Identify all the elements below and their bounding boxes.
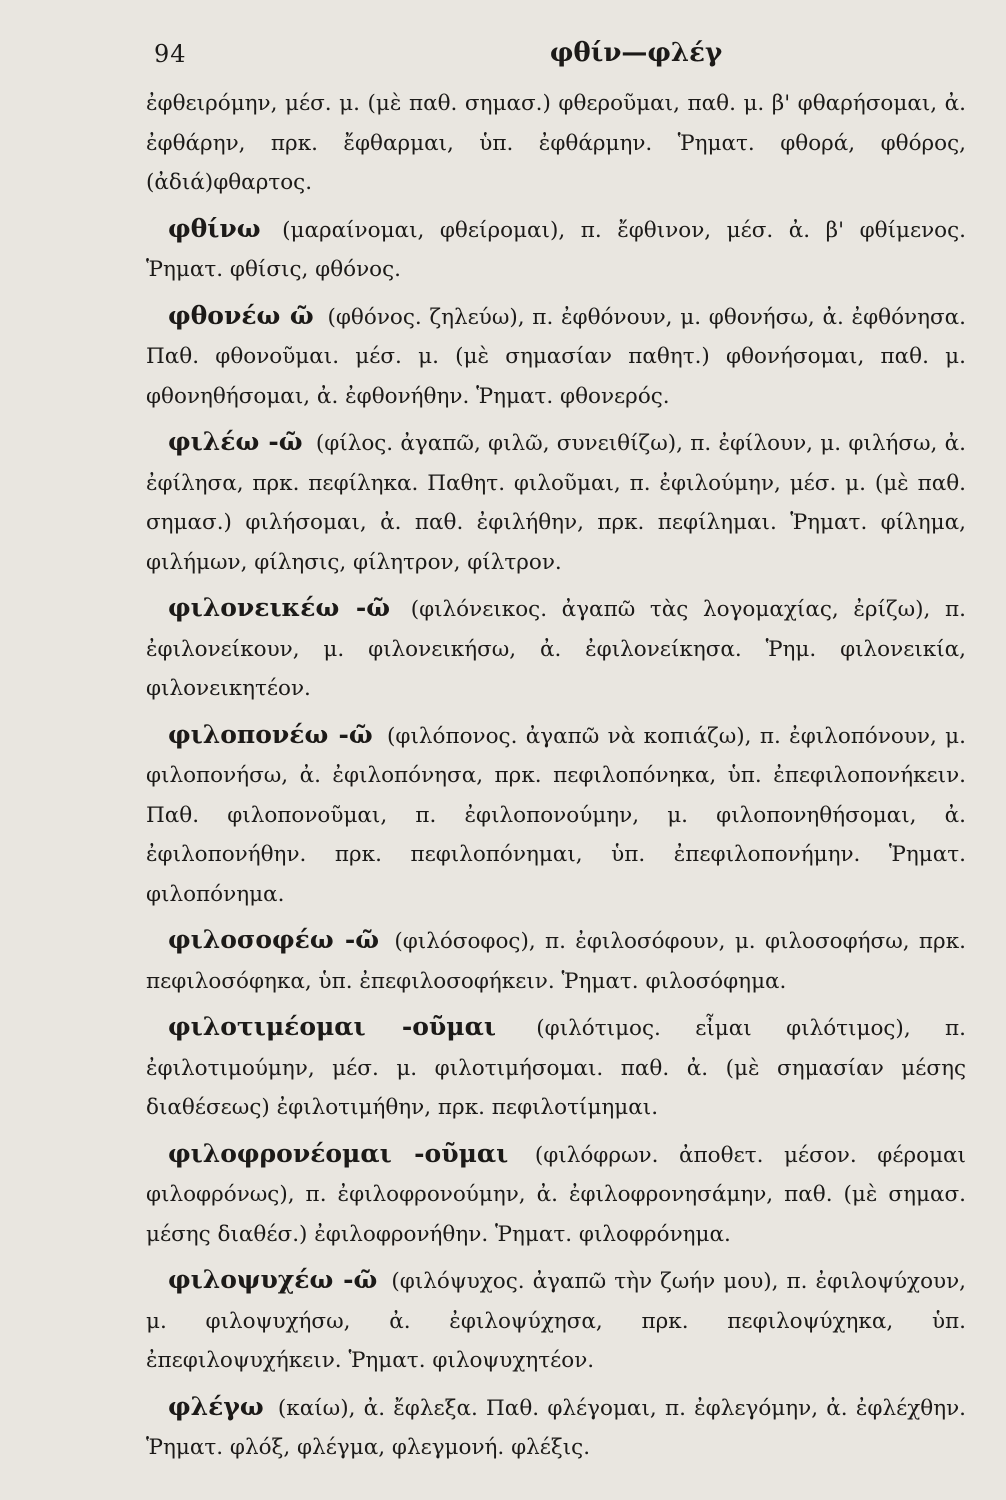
dictionary-entry	[146, 1007, 966, 1128]
entry-text: (φθόνος. ζηλεύω), π. ἐφθόνουν, μ. φθονήσω, ἀ. ἐφθόνησα. Παθ. φθονοῦμαι. μέσ. μ. (μὲ σημασίαν παθητ.) φθονήσομαι, παθ. μ. φθονηθήσομαι, ἀ. ἐφθονήθην. Ῥηματ. φθονερός.	[146, 304, 966, 409]
dictionary-entry	[146, 920, 966, 1001]
dictionary-entry	[146, 1260, 966, 1381]
page-number: 94	[154, 40, 187, 68]
dictionary-entry	[146, 84, 966, 203]
entry-text: (μαραίνομαι, φθείρομαι), π. ἔφθινον, μέσ. ἀ. β' φθίμενος. Ῥηματ. φθίσις, φθόνος.	[146, 217, 966, 282]
entry-text: (φιλόφρων. ἀποθετ. μέσον. φέρομαι φιλοφρόνως), π. ἐφιλοφρονούμην, ἀ. ἐφιλοφρονησάμην, παθ. (μὲ σημασ. μέσης διαθέσ.) ἐφιλοφρονήθην. Ῥηματ. φιλοφρόνημα.	[146, 1142, 966, 1247]
entry-lemma: φιλονεικέω -ῶ	[168, 593, 391, 622]
entry-lemma: φιλέω -ῶ	[168, 427, 303, 456]
entry-text: (φίλος. ἀγαπῶ, φιλῶ, συνειθίζω), π. ἐφίλουν, μ. φιλήσω, ἀ. ἐφίλησα, πρκ. πεφίληκα. Παθητ. φιλοῦμαι, π. ἐφιλούμην, μέσ. μ. (μὲ παθ. σημασ.) φιλήσομαι, ἀ. παθ. ἐφιλήθην, πρκ. πεφίλημαι. Ῥηματ. φίλημα, φιλήμων, φίλησις, φίλητρον, φίλτρον.	[146, 431, 966, 575]
running-head: φθίν—φλέγ	[549, 38, 723, 68]
entry-text: (φιλόσοφος), π. ἐφιλοσόφουν, μ. φιλοσοφήσω, πρκ. πεφιλοσόφηκα, ὑπ. ἐπεφιλοσοφήκειν. Ῥηματ. φιλοσόφημα.	[146, 929, 966, 994]
entry-lemma: φλέγω	[168, 1391, 264, 1421]
entry-text: (φιλόψυχος. ἀγαπῶ τὴν ζωήν μου), π. ἐφιλοψύχουν, μ. φιλοψυχήσω, ἀ. ἐφιλοψύχησα, πρκ. πεφιλοψύχηκα, ὑπ. ἐπεφιλοψυχήκειν. Ῥηματ. φιλοψυχητέον.	[146, 1269, 966, 1373]
dictionary-entry	[146, 296, 966, 417]
entry-lemma: φιλοσοφέω -ῶ	[168, 925, 380, 954]
entry-lemma: φθίνω	[168, 213, 261, 243]
dictionary-entry	[146, 422, 966, 582]
dictionary-entry	[146, 1134, 966, 1255]
entry-text: (φιλότιμος. εἶμαι φιλότιμος), π. ἐφιλοτιμούμην, μέσ. μ. φιλοτιμήσομαι. παθ. ἀ. (μὲ σημασίαν μέσης διαθέσεως) ἐφιλοτιμήθην, πρκ. πεφιλοτίμημαι.	[146, 1016, 966, 1120]
entry-lemma: φιλοψυχέω -ῶ	[168, 1265, 378, 1294]
dictionary-entry	[146, 1387, 966, 1468]
entry-lemma: φιλοπονέω -ῶ	[168, 719, 373, 749]
dictionary-entry	[146, 209, 966, 290]
entry-list	[146, 84, 966, 1468]
dictionary-entry	[146, 715, 966, 915]
entry-lemma: φθονέω ῶ	[168, 300, 314, 330]
entry-text: (καίω), ἀ. ἔφλεξα. Παθ. φλέγομαι, π. ἐφλεγόμην, ἀ. ἐφλέχθην. Ῥηματ. φλόξ, φλέγμα, φλεγμονή. φλέξις.	[146, 1395, 966, 1460]
entry-text: (φιλόνεικος. ἀγαπῶ τὰς λογομαχίας, ἐρίζω), π. ἐφιλονείκουν, μ. φιλονεικήσω, ἀ. ἐφιλονείκησα. Ῥημ. φιλονεικία, φιλονεικητέον.	[146, 597, 967, 701]
entry-lemma: φιλοφρονέομαι -οῦμαι	[168, 1138, 509, 1168]
entry-text: ἐφθειρόμην, μέσ. μ. (μὲ παθ. σημασ.) φθεροῦμαι, παθ. μ. β' φθαρήσομαι, ἀ. ἐφθάρην, πρκ. ἔφθαρμαι, ὑπ. ἐφθάρμην. Ῥηματ. φθορά, φθόρος, (ἀδιά)φθαρτος.	[146, 91, 966, 195]
page-header	[146, 30, 966, 82]
entry-text: (φιλόπονος. ἀγαπῶ νὰ κοπιάζω), π. ἐφιλοπόνουν, μ. φιλοπονήσω, ἀ. ἐφιλοπόνησα, πρκ. πεφιλοπόνηκα, ὑπ. ἐπεφιλοπονήκειν. Παθ. φιλοπονοῦμαι, π. ἐφιλοπονούμην, μ. φιλοπονηθήσομαι, ἀ. ἐφιλοπονήθην. πρκ. πεφιλοπόνημαι, ὑπ. ἐπεφιλοπονήμην. Ῥηματ. φιλοπόνημα.	[146, 723, 966, 907]
entry-lemma: φιλοτιμέομαι -οῦμαι	[168, 1012, 496, 1041]
dictionary-entry	[146, 588, 966, 709]
